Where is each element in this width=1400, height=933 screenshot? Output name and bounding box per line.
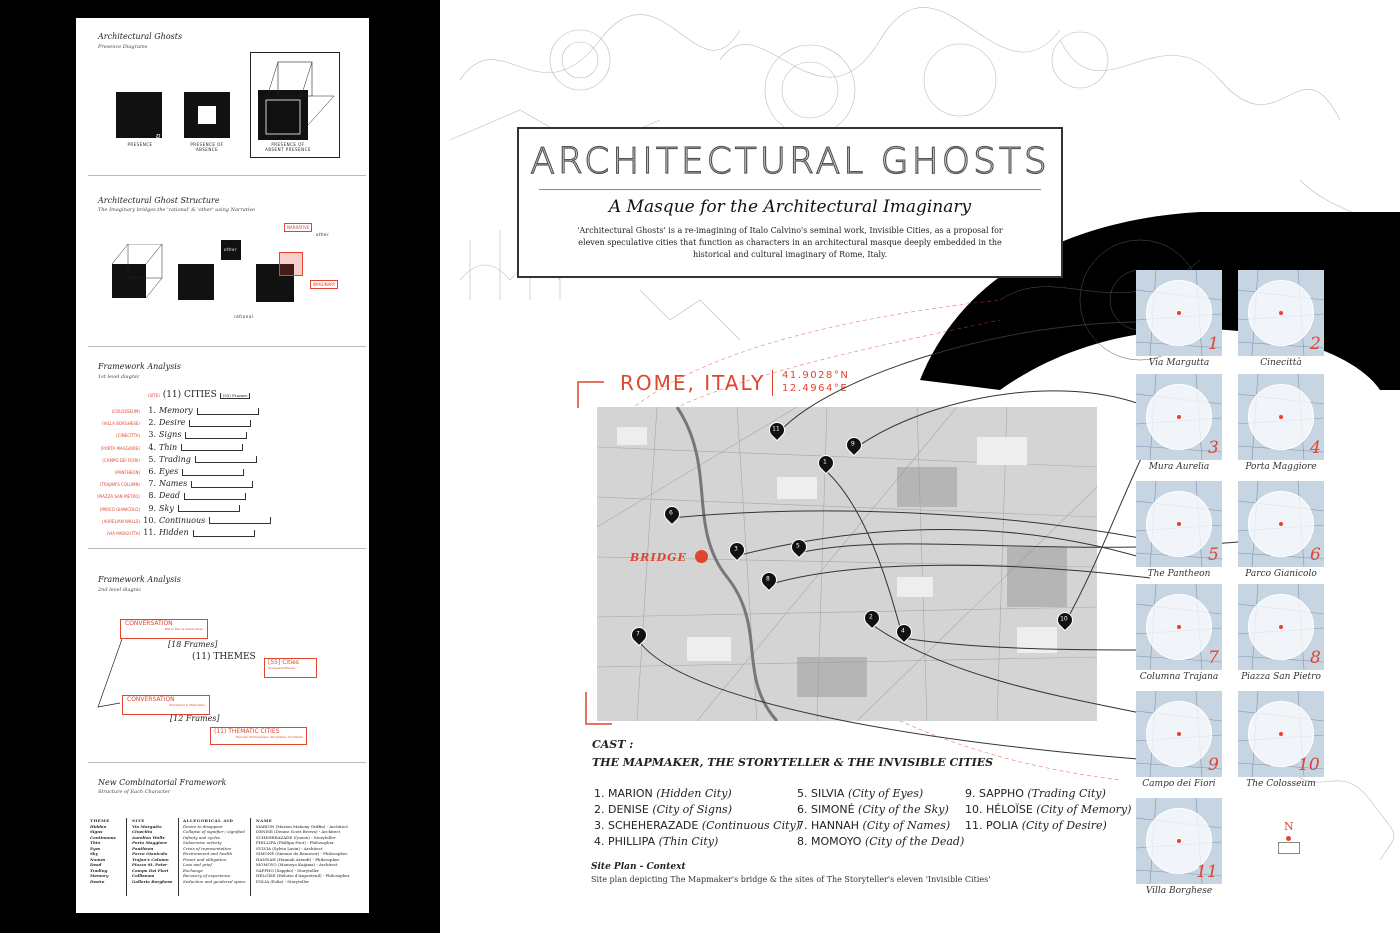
cast-city: (City of Signs) bbox=[652, 803, 732, 816]
pin-number: 10 bbox=[1060, 615, 1068, 623]
conversation-1-label: CONVERSATION bbox=[125, 620, 173, 627]
narrative-tag: NARRATIVE bbox=[284, 223, 312, 232]
aid-header: ALLEGORICAL AID bbox=[183, 818, 234, 823]
pin-number: 4 bbox=[901, 627, 905, 635]
tile-site-dot bbox=[1177, 415, 1181, 419]
cities-55-sub: Conquered Places bbox=[268, 666, 295, 670]
table-cell: SIMONÉ (Simone de Beauvoir) - Philosopher bbox=[256, 851, 348, 856]
city-site: (PANTHEON) bbox=[114, 470, 140, 475]
tile-number: 10 bbox=[1298, 755, 1320, 775]
cast-city: (City of Eyes) bbox=[847, 787, 924, 800]
table-cell: HÉLOÏSE (Héloïse d'Argenteuil) - Philosopher bbox=[256, 873, 350, 878]
frames-12: [12 Frames] bbox=[170, 714, 220, 723]
rational-label: rational bbox=[234, 314, 254, 319]
s1-title: Architectural Ghosts bbox=[98, 32, 183, 41]
pin-number: 3 bbox=[734, 545, 738, 553]
tile-name: Porta Maggiore bbox=[1245, 462, 1317, 472]
tile-name: Via Margutta bbox=[1148, 358, 1210, 368]
table-cell: Trading bbox=[90, 867, 108, 873]
cast-name: 4. PHILLIPA bbox=[594, 835, 656, 848]
city-site: (COLOSSEUM) bbox=[111, 409, 140, 414]
table-cell: Porta Maggiore bbox=[132, 840, 167, 845]
name-header: NAME bbox=[256, 818, 273, 823]
table-cell: Collapse of signifier / signified bbox=[183, 829, 245, 834]
cast-member bbox=[797, 834, 964, 850]
conversation-2-sub: Storyteller & Mapmaker bbox=[169, 703, 205, 707]
cast-member bbox=[965, 802, 1131, 818]
table-cell: Exchange bbox=[183, 867, 203, 873]
s2-subtitle: The Imaginary bridges the 'rational' & 'other' using Narrative bbox=[98, 207, 256, 213]
tile-name: The Colosseum bbox=[1246, 779, 1316, 789]
table-cell: Trajan's Column bbox=[132, 856, 169, 862]
cast-member bbox=[797, 786, 964, 802]
pin-number: 8 bbox=[766, 575, 770, 583]
absence-label: PRESENCE OF ABSENCE bbox=[190, 142, 224, 152]
tile-name: Parco Gianicolo bbox=[1245, 569, 1317, 579]
tile-number: 4 bbox=[1310, 438, 1321, 458]
cast-member bbox=[594, 818, 800, 834]
tile-number: 6 bbox=[1310, 545, 1321, 565]
s5-title: New Combinatorial Framework bbox=[98, 778, 227, 787]
tile-site-dot bbox=[1279, 311, 1283, 315]
s3-subtitle: 1st level diagnic bbox=[98, 374, 140, 380]
cast-city: (City of Names) bbox=[862, 819, 951, 832]
cities-count: (11) CITIES bbox=[162, 390, 217, 400]
bridge-marker[interactable] bbox=[695, 550, 708, 563]
s2-title: Architectural Ghost Structure bbox=[98, 196, 220, 205]
city-theme: Dead bbox=[159, 491, 181, 501]
tile-name: Mura Aurelia bbox=[1148, 462, 1210, 472]
pin-number: 7 bbox=[636, 630, 640, 638]
table-cell: Infinity and cycles bbox=[183, 834, 221, 840]
tile-site-dot bbox=[1177, 732, 1181, 736]
p-letter: p bbox=[156, 132, 161, 140]
table-cell: Pantheon bbox=[132, 845, 154, 851]
tile-number: 5 bbox=[1208, 545, 1219, 565]
cast-column-2 bbox=[797, 786, 964, 850]
city-site: (CAMPO DEI FIORI) bbox=[102, 457, 140, 463]
north-arrow-icon bbox=[1286, 836, 1291, 841]
cast-city: (City of the Dead) bbox=[864, 835, 965, 848]
tile-site-dot bbox=[1279, 625, 1283, 629]
table-cell: SAPPHO (Sappho) - Storyteller bbox=[256, 867, 320, 873]
city-site: (VIA MARGUTTA) bbox=[106, 531, 140, 536]
north-label: N bbox=[1284, 820, 1294, 833]
cast-member bbox=[965, 786, 1131, 802]
pin-number: 2 bbox=[869, 613, 873, 621]
city-heading: ROME, ITALY bbox=[620, 371, 766, 395]
pin-number: 5 bbox=[796, 542, 800, 550]
north-arrow-base bbox=[1278, 842, 1300, 854]
cast-city: (Hidden City) bbox=[656, 787, 732, 800]
table-cell: Seduction and gendered space bbox=[183, 878, 246, 884]
other-label-2: other bbox=[316, 232, 330, 237]
cast-city: (City of Desire) bbox=[1021, 819, 1107, 832]
table-cell: Galleria Borghese bbox=[132, 878, 173, 884]
city-site: (AURELIAN WALLS) bbox=[102, 518, 140, 524]
table-cell: Subversive activity bbox=[183, 840, 222, 845]
city-site: (PORTA MAGGIORE) bbox=[100, 445, 140, 451]
table-cell: Signs bbox=[90, 829, 103, 834]
map-corner-bracket bbox=[584, 690, 614, 730]
cast-city: (Trading City) bbox=[1027, 787, 1106, 800]
cities-site-tag: (SITE) bbox=[148, 393, 160, 398]
site-plan-title: Site Plan - Context bbox=[591, 862, 686, 872]
table-cell: Power and obligation bbox=[183, 856, 227, 862]
city-theme: Memory bbox=[159, 406, 193, 415]
absent-presence-label: PRESENCE OF ABSENT PRESENCE bbox=[265, 142, 311, 152]
tile-name: The Pantheon bbox=[1147, 569, 1211, 579]
tile-number: 8 bbox=[1310, 648, 1321, 668]
city-number: 5. bbox=[148, 454, 156, 464]
city-theme: Trading bbox=[159, 454, 191, 464]
table-cell: MOMOYO (Momoyo Kaijima) - Architect bbox=[256, 862, 338, 867]
city-site: (PIAZZA SAN PIETRO) bbox=[96, 494, 140, 500]
cast-name: 8. MOMOYO bbox=[797, 835, 862, 848]
s4-subtitle: 2nd level diagnic bbox=[98, 587, 142, 593]
thematic-cities-sub: Hannah, Philosophers, Storyteller, Architects bbox=[235, 735, 303, 739]
table-cell: Thin bbox=[90, 840, 101, 845]
s4-title: Framework Analysis bbox=[98, 575, 181, 584]
table-cell: Via Margutta bbox=[132, 823, 162, 829]
table-cell: DENISE (Denise Scott Brown) - Architect bbox=[256, 829, 341, 834]
tile-number: 7 bbox=[1208, 648, 1219, 668]
cast-name: 2. DENISE bbox=[594, 803, 649, 816]
table-cell: Desire to disappear bbox=[183, 823, 223, 829]
tile-site-dot bbox=[1177, 311, 1181, 315]
table-cell: Hidden bbox=[90, 823, 107, 829]
pin-number: 1 bbox=[823, 458, 827, 466]
cast-name: 1. MARION bbox=[594, 787, 653, 800]
page-subtitle: A Masque for the Architectural Imaginary bbox=[608, 197, 972, 217]
presence-label: PRESENCE bbox=[127, 142, 153, 147]
tile-name: Piazza San Pietro bbox=[1241, 672, 1321, 682]
city-number: 10. bbox=[143, 515, 156, 525]
table-cell: Continuous bbox=[90, 834, 116, 840]
city-number: 4. bbox=[148, 442, 156, 452]
pin-number: 6 bbox=[669, 509, 673, 517]
cast-name: 5. SILVIA bbox=[797, 787, 845, 800]
other-label: other bbox=[224, 247, 238, 252]
cast-member bbox=[965, 818, 1131, 834]
pin-number: 11 bbox=[772, 425, 780, 433]
city-theme: Names bbox=[159, 479, 188, 489]
city-number: 7. bbox=[148, 479, 156, 489]
table-cell: HANNAH (Hannah Arendt) - Philosopher bbox=[256, 856, 340, 862]
cast-city: (Thin City) bbox=[658, 835, 719, 848]
pin-number: 9 bbox=[851, 440, 855, 448]
tile-site-dot bbox=[1279, 415, 1283, 419]
table-cell: Environment and health bbox=[183, 851, 233, 856]
tile-number: 11 bbox=[1196, 862, 1218, 882]
city-site: (TRAJAN'S COLUMN) bbox=[99, 482, 140, 488]
cast-name: 10. HÉLOÏSE bbox=[965, 803, 1033, 816]
thematic-cities-label: (11) THEMATIC CITIES bbox=[214, 728, 280, 735]
cast-title: CAST : bbox=[592, 738, 634, 751]
site-header: SITE bbox=[132, 818, 145, 823]
cities-frames: (55) Frames bbox=[220, 393, 251, 399]
cast-subtitle: THE MAPMAKER, THE STORYTELLER & THE INVISIBLE CITIES bbox=[592, 756, 994, 769]
tile-name: Villa Borghese bbox=[1145, 886, 1213, 896]
imaginary-tag: IMAGINARY bbox=[310, 280, 338, 289]
cast-member bbox=[797, 802, 964, 818]
city-site: (PARCO GIANICOLO) bbox=[99, 506, 140, 512]
cast-member bbox=[594, 802, 800, 818]
table-cell: Aurelian Walls bbox=[132, 834, 165, 840]
table-cell: SYLVIA (Sylvia Lavin) - Architect bbox=[256, 845, 323, 851]
table-cell: Crisis of representation bbox=[183, 845, 232, 851]
city-theme: Signs bbox=[159, 430, 182, 440]
table-cell: Dead bbox=[90, 862, 102, 867]
table-cell: Parco Gianicolo bbox=[132, 851, 168, 856]
cities-55-label: [55] Cities bbox=[268, 659, 299, 666]
tile-site-dot bbox=[1177, 839, 1181, 843]
cast-city: (City of Memory) bbox=[1036, 803, 1132, 816]
themes-11: (11) THEMES bbox=[192, 652, 256, 662]
tile-name: Columna Trajana bbox=[1139, 672, 1219, 682]
table-cell: Eyes bbox=[90, 845, 101, 851]
cast-city: (City of the Sky) bbox=[858, 803, 949, 816]
city-theme: Desire bbox=[159, 418, 186, 428]
page-title: ARCHITECTURAL GHOSTS bbox=[530, 141, 1050, 182]
tile-site-dot bbox=[1279, 732, 1283, 736]
latitude: 41.9028°N bbox=[782, 370, 850, 381]
tile-site-dot bbox=[1279, 522, 1283, 526]
site-plan-description: Site plan depicting The Mapmaker's bridge & the sites of The Storyteller's eleven 'Invisible Cities' bbox=[591, 875, 991, 884]
tile-number: 1 bbox=[1208, 334, 1219, 354]
cast-member bbox=[594, 834, 800, 850]
table-cell: Recovery of experience bbox=[183, 873, 231, 878]
table-cell: Campo Dei Fiori bbox=[132, 867, 169, 873]
cast-name: 9. SAPPHO bbox=[965, 787, 1024, 800]
theme-header: THEME bbox=[90, 818, 110, 823]
tile-name: Cinecittà bbox=[1260, 358, 1302, 368]
bridge-label: BRIDGE bbox=[630, 551, 687, 564]
table-cell: Names bbox=[90, 856, 106, 862]
tile-number: 2 bbox=[1310, 334, 1321, 354]
tile-number: 9 bbox=[1208, 755, 1219, 775]
tile-site-dot bbox=[1177, 625, 1181, 629]
table-cell: SCHEHERAZADE (Queen) - Storyteller bbox=[256, 834, 336, 840]
cast-name: 11. POLIA bbox=[965, 819, 1019, 832]
city-number: 2. bbox=[148, 418, 156, 428]
city-number: 3. bbox=[148, 430, 156, 440]
tile-number: 3 bbox=[1208, 438, 1219, 458]
s3-title: Framework Analysis bbox=[98, 362, 181, 371]
frames-18: [18 Frames] bbox=[168, 640, 218, 649]
city-number: 8. bbox=[148, 491, 156, 501]
city-site: (CINECITTA) bbox=[116, 433, 140, 439]
project-description: 'Architectural Ghosts' is a re-imagining of Italo Calvino's seminal work, Invisible Cities, as a proposal for eleven speculative cities that function as characters in an architectural masque deeply embedded in the historical and cultural imaginary of Rome, Italy. bbox=[577, 226, 1003, 259]
cast-column-3 bbox=[965, 786, 1131, 834]
city-number: 9. bbox=[148, 503, 156, 513]
table-cell: Sky bbox=[90, 851, 98, 856]
conversation-2-label: CONVERSATION bbox=[127, 696, 175, 703]
cast-city: (Continuous City) bbox=[701, 819, 801, 832]
table-cell: Loss and grief bbox=[183, 862, 212, 867]
table-cell: PHILLIPA (Phillipa Foot) - Philosopher bbox=[256, 840, 334, 845]
city-number: 6. bbox=[148, 467, 156, 476]
cast-name: 3. SCHEHERAZADE bbox=[594, 819, 699, 832]
city-theme: Hidden bbox=[159, 528, 189, 537]
city-site: (VILLA BORGHESE) bbox=[102, 421, 140, 427]
table-cell: Desire bbox=[90, 878, 105, 884]
table-cell: POLIA (Polia) - Storyteller bbox=[256, 878, 310, 884]
table-cell: Piazza St. Peter bbox=[132, 862, 168, 867]
conversation-1-sub: Marco Polo & Kublai Khan bbox=[164, 627, 203, 631]
city-theme: Continuous bbox=[159, 515, 206, 525]
city-number: 1. bbox=[148, 406, 156, 415]
cast-member bbox=[594, 786, 800, 802]
city-theme: Sky bbox=[159, 503, 174, 513]
cast-member bbox=[797, 818, 964, 834]
longitude: 12.4964°E bbox=[782, 383, 849, 394]
cast-name: 6. SIMONÉ bbox=[797, 803, 855, 816]
table-cell: MARION (Marion Mahony Griffin) - Architect bbox=[256, 823, 348, 829]
s5-subtitle: Structure of Each Character bbox=[98, 789, 171, 795]
city-theme: Eyes bbox=[159, 467, 179, 476]
table-cell: Cinecitta bbox=[132, 829, 153, 834]
cast-column-1 bbox=[594, 786, 800, 850]
city-theme: Thin bbox=[159, 442, 178, 452]
cast-name: 7. HANNAH bbox=[797, 819, 860, 832]
city-number: 11. bbox=[143, 528, 156, 537]
tile-site-dot bbox=[1177, 522, 1181, 526]
tile-name: Campo dei Fiori bbox=[1142, 779, 1216, 789]
table-cell: Memory bbox=[90, 873, 109, 878]
s1-subtitle: Presence Diagrams bbox=[98, 44, 148, 50]
table-cell: Colliseum bbox=[132, 873, 155, 878]
